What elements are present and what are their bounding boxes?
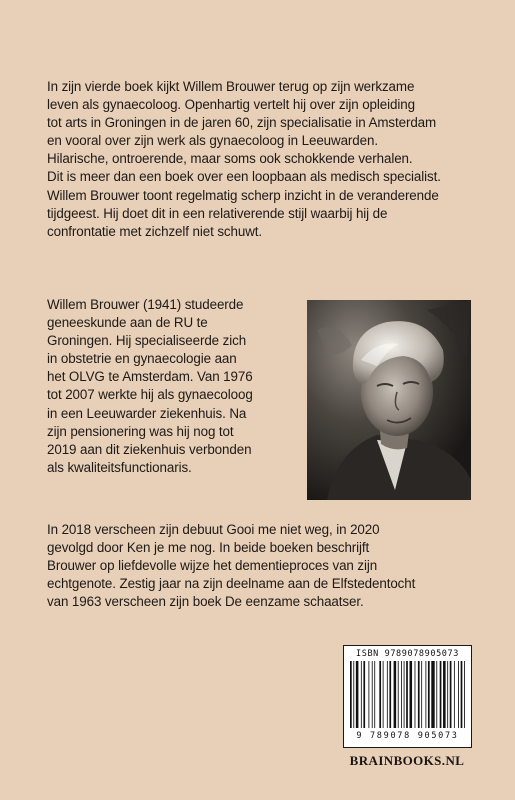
barcode-bar <box>401 661 402 728</box>
barcode-bar <box>363 661 365 728</box>
author-portrait-image <box>307 300 471 500</box>
barcode-bar <box>418 661 420 728</box>
barcode-bar <box>443 661 446 728</box>
text-line: In 2018 verscheen zijn debuut Gooi me niet weg, in 2020 <box>47 522 380 537</box>
author-photo <box>307 300 471 500</box>
text-line: 2019 aan dit ziekenhuis verbonden <box>47 441 252 457</box>
barcode-bar <box>372 661 373 728</box>
text-line: confrontatie met zichzelf niet schuwt. <box>47 223 263 239</box>
text-line: tot arts in Groningen in de jaren 60, zijn specialisatie in Amsterdam <box>47 115 437 131</box>
barcode-bar <box>436 661 437 728</box>
barcode-digits: 9 789078 905073 <box>356 731 459 741</box>
text-line: als kwaliteitsfunctionaris. <box>47 459 192 475</box>
barcode-bar <box>389 661 391 728</box>
isbn-label: ISBN 9789078905073 <box>356 649 459 659</box>
barcode-bar <box>415 661 416 728</box>
barcode-bar <box>379 661 381 728</box>
text-line: echtgenote. Zestig jaar na zijn deelname aan de Elfstedentocht <box>47 576 416 592</box>
text-line: en vooral over zijn werk als gynaecoloog in Leeuwarden. <box>47 133 378 149</box>
text-line: tot 2007 werkte hij als gynaecoloog <box>47 387 253 403</box>
text-line: tijdgeest. Hij doet dit in een relativerende stijl waarbij hij de <box>47 205 388 221</box>
barcode-bar <box>387 661 388 728</box>
barcode-bar <box>410 661 413 728</box>
text-line: Groningen. Hij specialiseerde zich <box>47 333 247 349</box>
text-line: gevolgd door Ken je me nog. In beide boeken beschrijft <box>47 540 370 556</box>
text-line: in een Leeuwarder ziekenhuis. Na <box>47 405 247 421</box>
barcode-bar <box>394 661 397 728</box>
barcode-bar <box>454 661 455 728</box>
text-line: Willem Brouwer toont regelmatig scherp inzicht in de veranderende <box>47 187 439 203</box>
author-bio-paragraph <box>47 296 253 477</box>
barcode-bar <box>356 661 359 728</box>
text-line: In zijn vierde boek kijkt Willem Brouwer terug op zijn werkzame <box>47 79 415 94</box>
text-line: van 1963 verscheen zijn boek De eenzame schaatser. <box>47 594 364 610</box>
text-line: leven als gynaecoloog. Openhartig vertelt hij over zijn opleiding <box>47 97 415 113</box>
barcode-bar <box>406 661 408 728</box>
barcode-bar <box>461 661 463 728</box>
intro-paragraph <box>47 78 441 241</box>
barcode-bar <box>440 661 442 728</box>
text-line: Hilarische, ontroerende, maar soms ook schokkende verhalen. <box>47 151 413 167</box>
barcode-bar <box>431 661 434 728</box>
barcode-bar <box>447 661 448 728</box>
barcode-bar <box>361 661 362 728</box>
text-line: zijn pensionering was hij nog tot <box>47 423 234 439</box>
barcode-bar <box>383 661 384 728</box>
barcode-bar <box>353 661 354 728</box>
text-line: Dit is meer dan een boek over een loopbaan als medisch specialist. <box>47 169 441 185</box>
barcode-bar <box>464 661 465 728</box>
barcode <box>343 645 472 748</box>
books-paragraph <box>47 521 415 611</box>
barcode-bar <box>404 661 405 728</box>
publisher-name: BRAINBOOKS.NL <box>349 753 465 768</box>
barcode-bar <box>368 661 369 728</box>
barcode-bars <box>350 661 465 728</box>
barcode-bar <box>458 661 459 728</box>
barcode-bar <box>374 661 375 728</box>
barcode-bar <box>425 661 426 728</box>
barcode-bar <box>421 661 422 728</box>
barcode-bar <box>350 661 352 728</box>
text-line: Brouwer op liefdevolle wijze het dementieproces van zijn <box>47 558 378 574</box>
text-line: geneeskunde aan de RU te <box>47 315 208 331</box>
barcode-bar <box>450 661 452 728</box>
barcode-bar <box>428 661 430 728</box>
text-line: Willem Brouwer (1941) studeerde <box>47 297 244 312</box>
text-line: in obstetrie en gynaecologie aan <box>47 351 237 367</box>
barcode-bar <box>398 661 399 728</box>
text-line: het OLVG te Amsterdam. Van 1976 <box>47 369 253 385</box>
